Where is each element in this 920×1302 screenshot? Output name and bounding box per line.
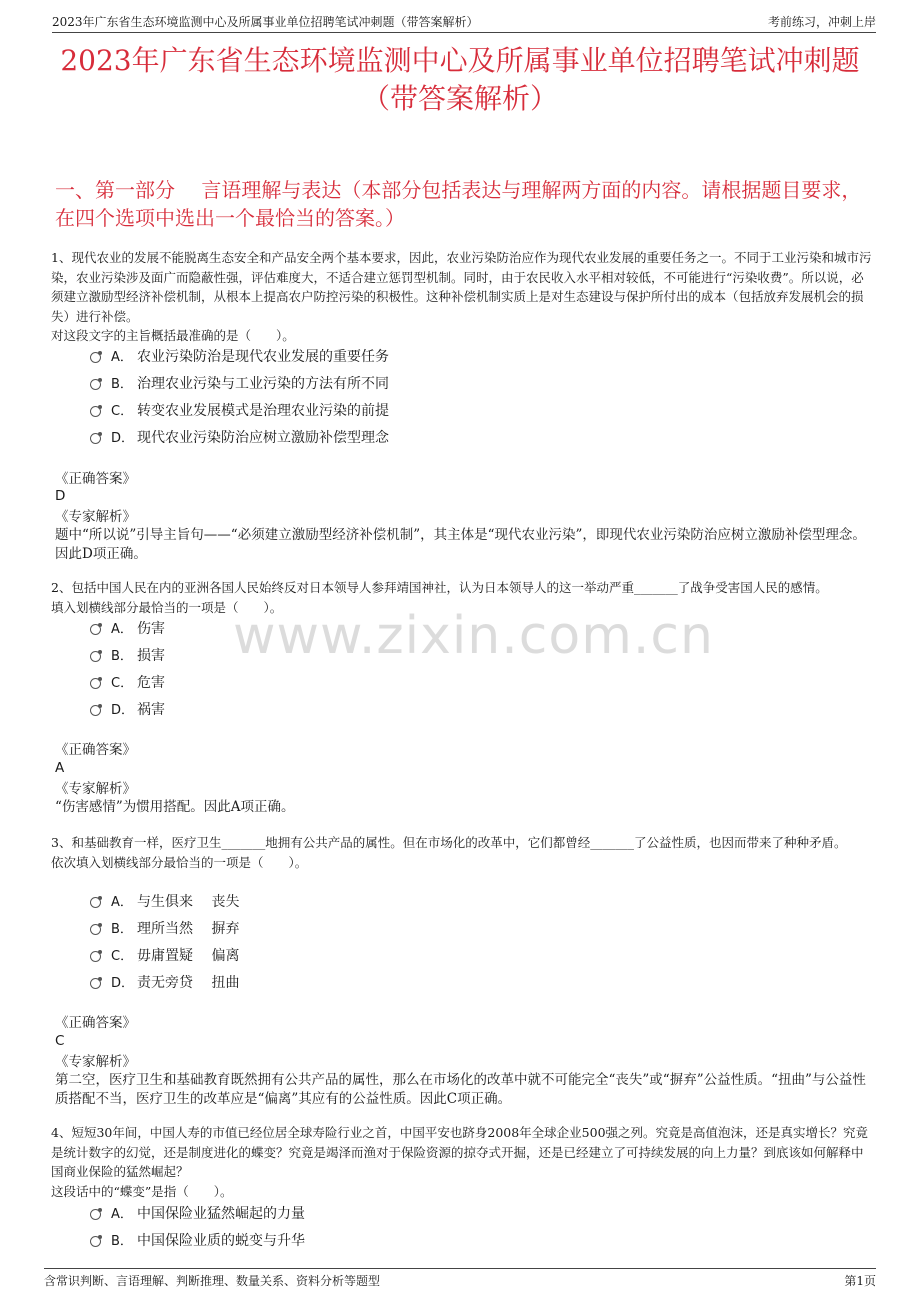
question-4 bbox=[51, 1123, 874, 1201]
radio-icon[interactable] bbox=[90, 433, 101, 444]
page-footer bbox=[44, 1268, 876, 1291]
radio-icon[interactable] bbox=[90, 379, 101, 390]
page-header bbox=[52, 10, 876, 33]
question-stem: 4、短短30年间，中国人寿的市值已经位居全球寿险行业之首，中国平安也跻身2008年全球企业500强之列。究竟是高值泡沫，还是真实增长？究竟是统计数字的幻觉，还是制度进化的蝶变？究竟是竭泽而渔对于保险资源的掠夺式开掘，还是已经建立了可持续发展的向上力量？到底该如何解释中国商业保险的猛然崛起？ bbox=[51, 1125, 869, 1179]
answer-label: 《正确答案》 bbox=[55, 471, 136, 487]
radio-icon[interactable] bbox=[90, 897, 101, 908]
watermark: www.zixin.com.cn bbox=[233, 606, 714, 666]
radio-icon[interactable] bbox=[90, 1209, 101, 1220]
page-number: 第1页 bbox=[844, 1273, 876, 1288]
question-3 bbox=[51, 833, 874, 872]
option-d[interactable]: D． 祸害 bbox=[90, 695, 165, 722]
radio-icon[interactable] bbox=[90, 624, 101, 635]
question-4-options bbox=[90, 1199, 305, 1253]
option-a[interactable]: A． 伤害 bbox=[90, 614, 165, 641]
header-doc-title: 2023年广东省生态环境监测中心及所属事业单位招聘笔试冲刺题（带答案解析） bbox=[52, 14, 479, 29]
question-2-options bbox=[90, 614, 165, 722]
radio-icon[interactable] bbox=[90, 951, 101, 962]
option-a[interactable]: A． 与生俱来 丧失 bbox=[90, 887, 239, 914]
radio-icon[interactable] bbox=[90, 352, 101, 363]
question-prompt: 对这段文字的主旨概括最准确的是（ ）。 bbox=[51, 328, 295, 343]
answer-value: A bbox=[55, 760, 65, 776]
option-d[interactable]: D． 现代农业污染防治应树立激励补偿型理念 bbox=[90, 423, 389, 450]
question-prompt: 这段话中的“蝶变”是指（ ）。 bbox=[51, 1183, 233, 1199]
question-stem: 2、包括中国人民在内的亚洲各国人民始终反对日本领导人参拜靖国神社，认为日本领导人的这一举动严重_______了战争受害国人民的感情。 bbox=[51, 580, 828, 595]
option-d[interactable]: D． 责无旁贷 扭曲 bbox=[90, 968, 239, 995]
question-1 bbox=[51, 248, 874, 346]
answer-value: C bbox=[55, 1033, 65, 1049]
footer-note: 含常识判断、言语理解、判断推理、数量关系、资料分析等题型 bbox=[44, 1273, 381, 1288]
radio-icon[interactable] bbox=[90, 651, 101, 662]
radio-icon[interactable] bbox=[90, 406, 101, 417]
section-heading: 一、第一部分 言语理解与表达（本部分包括表达与理解两方面的内容。请根据题目要求，在四个选项中选出一个最恰当的答案。） bbox=[55, 178, 862, 230]
question-2 bbox=[51, 578, 874, 617]
option-a[interactable]: A． 中国保险业猛然崛起的力量 bbox=[90, 1199, 305, 1226]
question-3-options bbox=[90, 887, 239, 995]
radio-icon[interactable] bbox=[90, 678, 101, 689]
option-b[interactable]: B． 理所当然 摒弃 bbox=[90, 914, 239, 941]
option-c[interactable]: C． 危害 bbox=[90, 668, 165, 695]
analysis-label: 《专家解析》 bbox=[55, 509, 136, 525]
option-b[interactable]: B． 中国保险业质的蜕变与升华 bbox=[90, 1226, 305, 1253]
analysis-label: 《专家解析》 bbox=[55, 1054, 136, 1070]
radio-icon[interactable] bbox=[90, 978, 101, 989]
option-a[interactable]: A． 农业污染防治是现代农业发展的重要任务 bbox=[90, 342, 389, 369]
analysis-text: 题中“所以说”引导主旨句——“必须建立激励型经济补偿机制”，其主体是“现代农业污染”，即现代农业污染防治应树立激励补偿型理念。因此D项正确。 bbox=[55, 527, 866, 562]
option-c[interactable]: C． 转变农业发展模式是治理农业污染的前提 bbox=[90, 396, 389, 423]
answer-label: 《正确答案》 bbox=[55, 742, 136, 758]
question-1-options bbox=[90, 342, 389, 450]
document-title: 2023年广东省生态环境监测中心及所属事业单位招聘笔试冲刺题（带答案解析） bbox=[60, 44, 860, 115]
option-b[interactable]: B． 治理农业污染与工业污染的方法有所不同 bbox=[90, 369, 389, 396]
radio-icon[interactable] bbox=[90, 705, 101, 716]
answer-label: 《正确答案》 bbox=[55, 1015, 136, 1031]
analysis-text: 第二空，医疗卫生和基础教育既然拥有公共产品的属性，那么在市场化的改革中就不可能完全“丧失”或“摒弃”公益性质。“扭曲”与公益性质搭配不当，医疗卫生的改革应是“偏离”其应有的公益性质。因此C项正确。 bbox=[55, 1072, 866, 1107]
header-slogan: 考前练习，冲刺上岸 bbox=[767, 14, 876, 29]
answer-value: D bbox=[55, 488, 66, 504]
question-prompt: 填入划横线部分最恰当的一项是（ ）。 bbox=[51, 599, 283, 615]
option-c[interactable]: C． 毋庸置疑 偏离 bbox=[90, 941, 239, 968]
radio-icon[interactable] bbox=[90, 924, 101, 935]
option-b[interactable]: B． 损害 bbox=[90, 641, 165, 668]
question-stem: 1、现代农业的发展不能脱离生态安全和产品安全两个基本要求，因此，农业污染防治应作为现代农业发展的重要任务之一。不同于工业污染和城市污染，农业污染涉及面广而隐蔽性强，评估难度大，不适合建立惩罚型机制。同时，由于农民收入水平相对较低，不可能进行“污染收费”。所以说，必须建立激励型经济补偿机制，从根本上提高农户防控污染的积极性。这种补偿机制实质上是对生态建设与保护所付出的成本（包括放弃发展机会的损失）进行补偿。 bbox=[51, 250, 872, 324]
analysis-text: “伤害感情”为惯用搭配。因此A项正确。 bbox=[55, 799, 295, 815]
question-stem: 3、和基础教育一样，医疗卫生_______地拥有公共产品的属性。但在市场化的改革中，它们都曾经_______了公益性质，也因而带来了种种矛盾。 bbox=[51, 835, 847, 850]
analysis-label: 《专家解析》 bbox=[55, 781, 136, 797]
question-prompt: 依次填入划横线部分最恰当的一项是（ ）。 bbox=[51, 854, 308, 870]
radio-icon[interactable] bbox=[90, 1236, 101, 1247]
